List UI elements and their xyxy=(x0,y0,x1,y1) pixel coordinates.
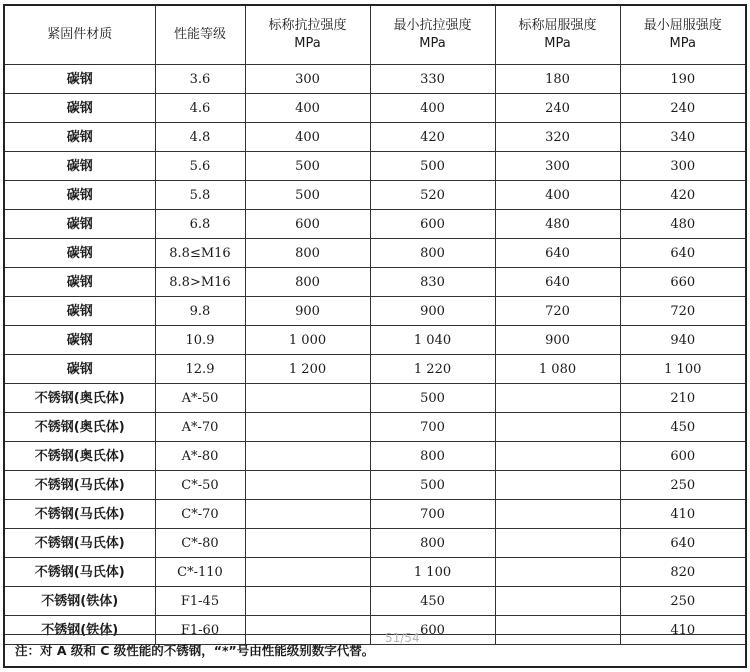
strength-cell: 900 xyxy=(370,297,495,326)
table-row xyxy=(5,297,745,326)
material-cell: 碳钢 xyxy=(5,94,155,123)
strength-cell: 940 xyxy=(620,326,745,355)
table-footnote: 注：对 A 级和 C 级性能的不锈钢，“*”号由性能级别数字代替。 xyxy=(5,634,745,666)
strength-cell: 410 xyxy=(620,500,745,529)
strength-cell: 330 xyxy=(370,65,495,94)
strength-cell: 600 xyxy=(370,616,495,645)
table-row xyxy=(5,94,745,123)
grade-cell: 9.8 xyxy=(155,297,245,326)
strength-table-sheet xyxy=(3,4,747,668)
material-cell: 不锈钢(马氏体) xyxy=(5,529,155,558)
strength-cell: 190 xyxy=(620,65,745,94)
strength-cell: 900 xyxy=(245,297,370,326)
material-cell: 碳钢 xyxy=(5,326,155,355)
grade-cell: C*-80 xyxy=(155,529,245,558)
table-row xyxy=(5,587,745,616)
material-cell: 碳钢 xyxy=(5,239,155,268)
strength-cell: 1 100 xyxy=(620,355,745,384)
table-row xyxy=(5,123,745,152)
strength-cell: 800 xyxy=(370,442,495,471)
column-header: 标称屈服强度 MPa xyxy=(495,6,620,65)
material-cell: 不锈钢(铁体) xyxy=(5,587,155,616)
strength-cell: 720 xyxy=(620,297,745,326)
strength-cell: 210 xyxy=(620,384,745,413)
strength-cell xyxy=(495,471,620,500)
material-cell: 不锈钢(奥氏体) xyxy=(5,442,155,471)
grade-cell: 8.8≤M16 xyxy=(155,239,245,268)
grade-cell: 5.6 xyxy=(155,152,245,181)
material-cell: 不锈钢(奥氏体) xyxy=(5,413,155,442)
material-cell: 碳钢 xyxy=(5,181,155,210)
table-row xyxy=(5,210,745,239)
strength-cell: 420 xyxy=(620,181,745,210)
strength-cell xyxy=(495,442,620,471)
column-header: 紧固件材质 xyxy=(5,6,155,65)
strength-cell xyxy=(245,471,370,500)
material-cell: 碳钢 xyxy=(5,123,155,152)
column-header: 标称抗拉强度 MPa xyxy=(245,6,370,65)
strength-cell: 450 xyxy=(370,587,495,616)
grade-cell: F1-45 xyxy=(155,587,245,616)
strength-cell: 600 xyxy=(245,210,370,239)
grade-cell: 4.6 xyxy=(155,94,245,123)
grade-cell: 3.6 xyxy=(155,65,245,94)
grade-cell: 12.9 xyxy=(155,355,245,384)
strength-cell: 1 200 xyxy=(245,355,370,384)
strength-cell: 640 xyxy=(495,239,620,268)
strength-cell: 300 xyxy=(245,65,370,94)
material-cell: 不锈钢(马氏体) xyxy=(5,471,155,500)
strength-cell: 240 xyxy=(495,94,620,123)
strength-cell xyxy=(495,529,620,558)
strength-cell: 400 xyxy=(245,94,370,123)
strength-cell: 400 xyxy=(495,181,620,210)
table-row xyxy=(5,268,745,297)
strength-cell xyxy=(245,413,370,442)
table-row xyxy=(5,471,745,500)
strength-cell: 1 080 xyxy=(495,355,620,384)
strength-cell: 600 xyxy=(620,442,745,471)
table-row xyxy=(5,181,745,210)
strength-cell: 420 xyxy=(370,123,495,152)
grade-cell: A*-70 xyxy=(155,413,245,442)
material-cell: 不锈钢(马氏体) xyxy=(5,558,155,587)
strength-cell: 640 xyxy=(620,239,745,268)
grade-cell: 4.8 xyxy=(155,123,245,152)
grade-cell: C*-110 xyxy=(155,558,245,587)
material-cell: 碳钢 xyxy=(5,210,155,239)
strength-cell: 450 xyxy=(620,413,745,442)
strength-cell: 180 xyxy=(495,65,620,94)
table-row xyxy=(5,326,745,355)
material-cell: 碳钢 xyxy=(5,65,155,94)
strength-cell: 830 xyxy=(370,268,495,297)
strength-cell: 300 xyxy=(495,152,620,181)
strength-cell xyxy=(495,558,620,587)
strength-cell: 500 xyxy=(245,181,370,210)
strength-cell: 520 xyxy=(370,181,495,210)
strength-table xyxy=(5,6,745,645)
strength-cell: 1 000 xyxy=(245,326,370,355)
strength-cell: 800 xyxy=(245,239,370,268)
table-row xyxy=(5,355,745,384)
strength-cell: 240 xyxy=(620,94,745,123)
strength-cell: 500 xyxy=(245,152,370,181)
grade-cell: A*-80 xyxy=(155,442,245,471)
strength-cell xyxy=(245,558,370,587)
column-header: 最小抗拉强度 MPa xyxy=(370,6,495,65)
grade-cell: F1-60 xyxy=(155,616,245,645)
strength-cell xyxy=(495,500,620,529)
page-indicator: 51/54 xyxy=(385,631,420,645)
table-row xyxy=(5,558,745,587)
grade-cell: 6.8 xyxy=(155,210,245,239)
strength-cell: 720 xyxy=(495,297,620,326)
strength-cell: 500 xyxy=(370,152,495,181)
strength-cell: 700 xyxy=(370,500,495,529)
strength-cell: 410 xyxy=(620,616,745,645)
table-row xyxy=(5,529,745,558)
strength-cell: 800 xyxy=(370,239,495,268)
material-cell: 碳钢 xyxy=(5,297,155,326)
strength-cell: 600 xyxy=(370,210,495,239)
strength-cell xyxy=(245,500,370,529)
material-cell: 不锈钢(铁体) xyxy=(5,616,155,645)
strength-cell xyxy=(495,384,620,413)
material-cell: 碳钢 xyxy=(5,355,155,384)
grade-cell: 10.9 xyxy=(155,326,245,355)
strength-cell xyxy=(245,384,370,413)
table-row xyxy=(5,384,745,413)
strength-cell xyxy=(245,587,370,616)
strength-cell: 400 xyxy=(245,123,370,152)
grade-cell: 5.8 xyxy=(155,181,245,210)
strength-cell: 640 xyxy=(620,529,745,558)
table-header-row xyxy=(5,6,745,65)
strength-cell: 320 xyxy=(495,123,620,152)
strength-cell: 300 xyxy=(620,152,745,181)
column-header: 最小屈服强度 MPa xyxy=(620,6,745,65)
material-cell: 不锈钢(奥氏体) xyxy=(5,384,155,413)
grade-cell: C*-70 xyxy=(155,500,245,529)
material-cell: 碳钢 xyxy=(5,152,155,181)
table-row xyxy=(5,442,745,471)
column-header: 性能等级 xyxy=(155,6,245,65)
strength-cell: 1 040 xyxy=(370,326,495,355)
strength-cell: 250 xyxy=(620,471,745,500)
strength-cell xyxy=(245,529,370,558)
strength-cell: 800 xyxy=(245,268,370,297)
strength-cell: 900 xyxy=(495,326,620,355)
strength-cell xyxy=(495,587,620,616)
table-row xyxy=(5,152,745,181)
table-row xyxy=(5,413,745,442)
strength-cell: 480 xyxy=(620,210,745,239)
strength-cell: 660 xyxy=(620,268,745,297)
strength-cell: 480 xyxy=(495,210,620,239)
table-row xyxy=(5,500,745,529)
material-cell: 碳钢 xyxy=(5,268,155,297)
strength-cell: 400 xyxy=(370,94,495,123)
table-row xyxy=(5,65,745,94)
grade-cell: A*-50 xyxy=(155,384,245,413)
strength-cell: 640 xyxy=(495,268,620,297)
strength-cell: 820 xyxy=(620,558,745,587)
grade-cell: 8.8>M16 xyxy=(155,268,245,297)
strength-cell: 800 xyxy=(370,529,495,558)
strength-cell xyxy=(495,413,620,442)
strength-cell: 500 xyxy=(370,384,495,413)
strength-cell: 1 100 xyxy=(370,558,495,587)
strength-cell xyxy=(245,442,370,471)
strength-cell: 340 xyxy=(620,123,745,152)
material-cell: 不锈钢(马氏体) xyxy=(5,500,155,529)
table-row xyxy=(5,239,745,268)
strength-cell: 500 xyxy=(370,471,495,500)
grade-cell: C*-50 xyxy=(155,471,245,500)
strength-cell: 1 220 xyxy=(370,355,495,384)
strength-cell: 700 xyxy=(370,413,495,442)
strength-cell: 250 xyxy=(620,587,745,616)
